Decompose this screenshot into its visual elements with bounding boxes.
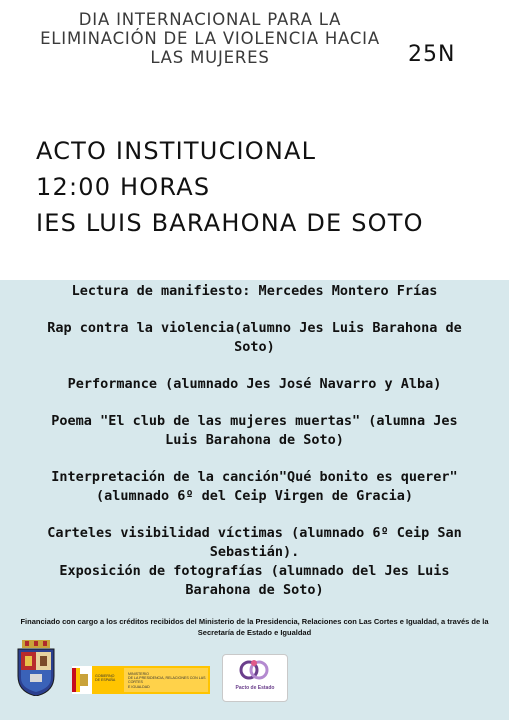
header-panel <box>0 0 509 280</box>
program-item <box>14 524 495 562</box>
program-item <box>14 468 495 506</box>
program-item-line: Barahona de Soto) <box>185 582 324 598</box>
program-item <box>14 282 495 301</box>
program-item-line: (alumnado 6º del Ceip Virgen de Gracia) <box>96 488 413 504</box>
program-item-line: Lectura de manifiesto: Mercedes Montero Frías <box>71 283 438 299</box>
gov-right-line: DE LA PRESIDENCIA, RELACIONES CON LAS CORTES <box>128 676 206 685</box>
program-item-line: Soto) <box>234 339 275 355</box>
program-item <box>14 412 495 450</box>
program-item <box>14 562 495 600</box>
coat-of-arms-logo <box>16 640 56 696</box>
gov-left-text <box>95 674 115 682</box>
gov-left-line: GOBIERNO <box>95 674 115 678</box>
headline-line: IES LUIS BARAHONA DE SOTO <box>36 209 424 237</box>
credits-line: Secretaría de Estado e Igualdad <box>197 628 312 637</box>
program-item-line: Performance (alumnado Jes José Navarro y Alba) <box>67 376 442 392</box>
program-item-line: Sebastián). <box>209 544 300 560</box>
pacto-rings-icon <box>223 655 287 685</box>
program-item-line: Poema "El club de las mujeres muertas" (alumna Jes <box>51 413 458 429</box>
event-title <box>40 10 380 67</box>
credits-line: Financiado con cargo a los créditos recibidos del Ministerio de la Presidencia, Relaciones con Las Cortes e Igualdad, a través de la <box>20 617 489 626</box>
gov-left-line: DE ESPAÑA <box>95 678 116 683</box>
event-title-line: LAS MUJERES <box>150 48 270 67</box>
gov-right-line: MINISTERIO <box>128 672 149 676</box>
sponsor-logos <box>0 640 509 720</box>
pacto-de-estado-logo <box>222 654 288 702</box>
event-title-line: ELIMINACIÓN DE LA VIOLENCIA HACIA <box>40 29 380 48</box>
gov-right-text <box>128 672 210 689</box>
program-item <box>14 375 495 394</box>
program-item-line: Rap contra la violencia(alumno Jes Luis Barahona de <box>47 320 462 336</box>
event-title-line: DIA INTERNACIONAL PARA LA <box>78 10 342 29</box>
gov-right-line: E IGUALDAD <box>128 684 150 689</box>
program-item <box>14 319 495 357</box>
pacto-label: Pacto de Estado <box>235 685 275 691</box>
program-item-line: Luis Barahona de Soto) <box>165 432 344 448</box>
program-item-line: Interpretación de la canción"Qué bonito es querer" <box>51 469 458 485</box>
headline-line: 12:00 HORAS <box>36 173 211 201</box>
headline-line: ACTO INSTITUCIONAL <box>36 137 317 165</box>
date-badge: 25N <box>408 42 456 67</box>
government-logo <box>72 666 210 694</box>
program-item-line: Exposición de fotografías (alumnado del Jes Luis <box>59 563 450 579</box>
program-list <box>14 282 495 618</box>
program-item-line: Carteles visibilidad víctimas (alumnado 6º Ceip San <box>47 525 462 541</box>
funding-credits <box>6 616 503 638</box>
headline <box>36 133 424 241</box>
